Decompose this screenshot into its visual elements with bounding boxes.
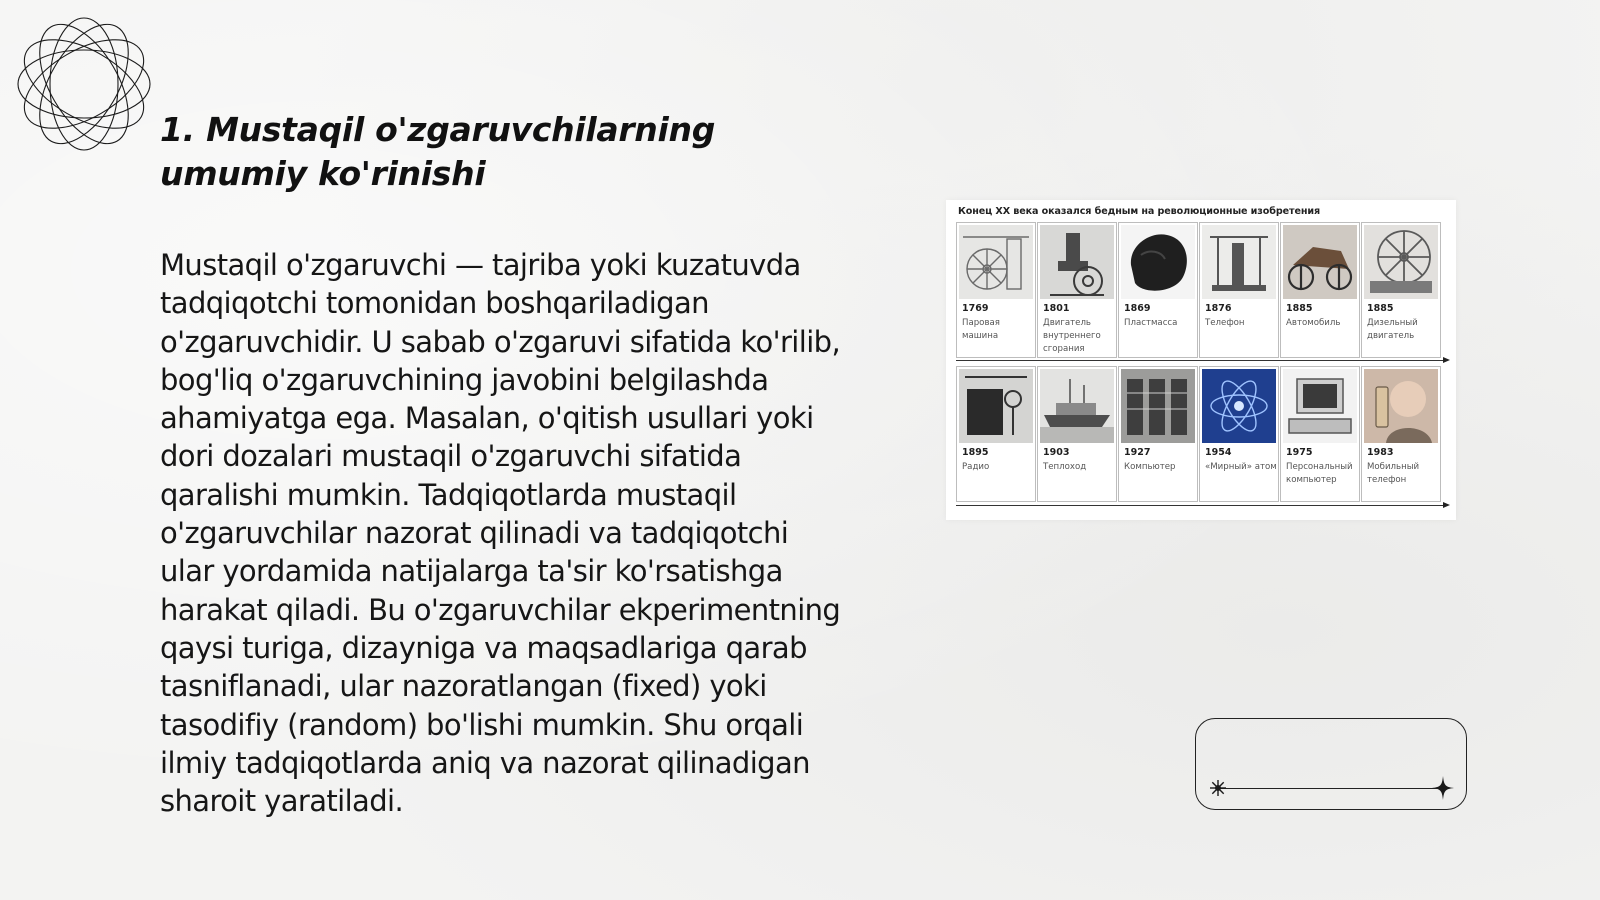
- steam-engine-icon: [959, 225, 1033, 299]
- invention-card: [1037, 366, 1117, 502]
- invention-card: [1199, 222, 1279, 358]
- invention-year: 1885: [1286, 303, 1313, 314]
- invention-year: 1869: [1124, 303, 1151, 314]
- invention-label: «Мирный» атом: [1205, 462, 1277, 472]
- invention-year: 1975: [1286, 447, 1313, 458]
- computer-icon: [1121, 369, 1195, 443]
- invention-card: [956, 366, 1036, 502]
- invention-label: Пластмасса: [1124, 318, 1178, 328]
- engine-icon: [1040, 225, 1114, 299]
- invention-year: 1885: [1367, 303, 1394, 314]
- invention-label: Двигатель внутреннего сгорания: [1043, 318, 1101, 354]
- invention-year: 1801: [1043, 303, 1070, 314]
- orbit-rings-logo: [10, 10, 158, 158]
- invention-year: 1876: [1205, 303, 1232, 314]
- invention-label: Мобильный телефон: [1367, 462, 1420, 485]
- plastic-icon: [1121, 225, 1195, 299]
- atom-icon: [1202, 369, 1276, 443]
- figure-title: Конец XX века оказался бедным на революционные изобретения: [958, 206, 1321, 217]
- invention-card: [1361, 222, 1441, 358]
- slider-track: [1218, 788, 1442, 789]
- invention-label: Дизельный двигатель: [1367, 318, 1418, 341]
- invention-card: [1280, 222, 1360, 358]
- slide-title: 1. Mustaqil o'zgaruvchilarning umumiy ko'rinishi: [160, 110, 716, 193]
- timeline-row-2: [956, 366, 1446, 504]
- invention-card: [1037, 222, 1117, 358]
- invention-year: 1927: [1124, 447, 1151, 458]
- invention-year: 1769: [962, 303, 989, 314]
- diesel-engine-icon: [1364, 225, 1438, 299]
- ship-icon: [1040, 369, 1114, 443]
- inventions-timeline-figure: [946, 200, 1456, 520]
- timeline-row-1: [956, 222, 1446, 360]
- timeline-arrow: [956, 360, 1444, 361]
- invention-card: [956, 222, 1036, 358]
- timeline-arrow: [956, 505, 1444, 506]
- slide-body-text: Mustaqil o'zgaruvchi — tajriba yoki kuzatuvda tadqiqotchi tomonidan boshqariladigan o'zgaruvchidir. U sabab o'zgaruvi sifatida ko'rilib, bog'liq o'zgaruvchining javobini belgilashda ahamiyatga ega. Masalan, o'qitish usullari yoki dori dozalari mustaqil o'zgaruvchi sifatida qaralishi mumkin. Tadqiqotlarda mustaqil o'zgaruvchilar nazorat qilinadi va tadqiqotchi ular yordamida natijalarga ta'sir ko'rsatishga harakat qiladi. Bu o'zgaruvchilar ekperimentning qaysi turiga, dizayniga va maqsadlariga qarab tasniflanadi, ular nazoratlangan (fixed) yoki tasodifiy (random) bo'lishi mumkin. Shu orqali ilmiy tadqiqotlarda aniq va nazorat qilinadigan sharoit yaratiladi.: [160, 248, 841, 819]
- radio-icon: [959, 369, 1033, 443]
- mobile-phone-icon: [1364, 369, 1438, 443]
- sun-burst-icon: [1208, 778, 1228, 798]
- slider-decoration: [1195, 718, 1467, 810]
- invention-year: 1983: [1367, 447, 1394, 458]
- invention-label: Радио: [962, 462, 990, 472]
- invention-label: Паровая машина: [962, 318, 1000, 341]
- telephone-icon: [1202, 225, 1276, 299]
- invention-card: [1280, 366, 1360, 502]
- sparkle-star-icon: [1432, 776, 1454, 800]
- invention-year: 1895: [962, 447, 989, 458]
- invention-label: Автомобиль: [1286, 318, 1341, 328]
- invention-year: 1903: [1043, 447, 1070, 458]
- invention-year: 1954: [1205, 447, 1232, 458]
- invention-card: [1118, 366, 1198, 502]
- invention-label: Персональный компьютер: [1286, 462, 1353, 485]
- invention-label: Компьютер: [1124, 462, 1176, 472]
- invention-card: [1199, 366, 1279, 502]
- invention-label: Телефон: [1205, 318, 1245, 328]
- pc-icon: [1283, 369, 1357, 443]
- car-icon: [1283, 225, 1357, 299]
- invention-card: [1361, 366, 1441, 502]
- invention-label: Теплоход: [1043, 462, 1087, 472]
- invention-card: [1118, 222, 1198, 358]
